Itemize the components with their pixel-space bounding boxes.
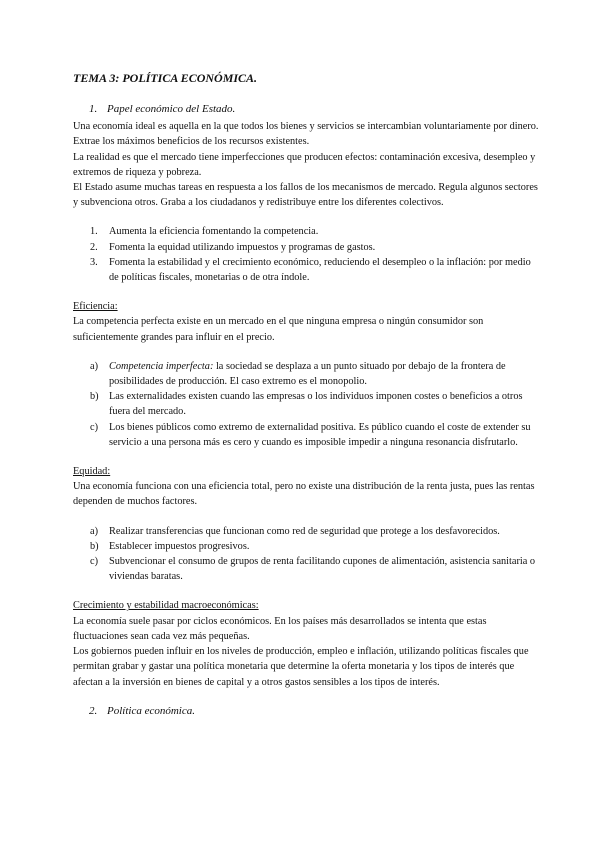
list-marker: 1. — [90, 226, 98, 238]
section-1-list — [73, 224, 540, 285]
section-1-title: Papel económico del Estado. — [107, 103, 236, 115]
list-marker: c) — [90, 556, 98, 568]
list-item-text: Fomenta la equidad utilizando impuestos y programas de gastos. — [109, 241, 376, 253]
section-2-heading — [73, 704, 540, 719]
list-item-term: Competencia imperfecta: — [109, 360, 214, 372]
list-marker: 2. — [90, 241, 98, 253]
list-item-text: Las externalidades existen cuando las empresas o los individuos imponen costes o beneficios a otros fuera del mercado. — [109, 391, 523, 418]
list-item — [73, 539, 540, 554]
list-marker: a) — [90, 525, 98, 537]
list-marker: c) — [90, 421, 98, 433]
list-item-text: la sociedad se desplaza a un punto situado por debajo de la frontera de posibilidades de producción. El caso extremo es el monopolio. — [109, 360, 506, 388]
paragraph: La competencia perfecta existe en un mercado en el que ninguna empresa o ningún consumidor son suficientemente grandes para influir en el precio. — [73, 316, 484, 343]
list-marker: b) — [90, 540, 99, 552]
list-item — [73, 389, 540, 419]
list-item-text: Fomenta la estabilidad y el crecimiento económico, reduciendo el desempleo o la inflación: por medio de políticas fiscales, monetarias o de otra índole. — [109, 256, 531, 284]
paragraph: El Estado asume muchas tareas en respuesta a los fallos de los mecanismos de mercado. Regula algunos sectores y subvenciona otros. Graba a los ciudadanos y redistribuye entre los diferentes colectivos. — [73, 182, 538, 209]
paragraph: Los gobiernos pueden influir en los niveles de producción, empleo e inflación, utilizando políticas fiscales que permitan grabar y gastar una política monetaria que determine la oferta monetaria y los tipos de interés que afectan a la inversión en bienes de capital y a otros gastos sensibles a los tipos de interés. — [73, 646, 529, 688]
section-1-number: 1. — [89, 103, 98, 115]
eficiencia-heading: Eficiencia: — [73, 301, 118, 313]
crecimiento-heading: Crecimiento y estabilidad macroeconómicas: — [73, 600, 259, 612]
equidad-heading: Equidad: — [73, 466, 111, 478]
list-item — [73, 359, 540, 389]
list-item — [73, 224, 540, 239]
paragraph: Una economía funciona con una eficiencia total, pero no existe una distribución de la renta justa, pues las rentas dependen de muchos factores. — [73, 481, 535, 508]
eficiencia-list — [73, 359, 540, 450]
list-item — [73, 554, 540, 584]
section-2-title: Política económica. — [107, 704, 195, 717]
paragraph: La economía suele pasar por ciclos económicos. En los países más desarrollados se intenta que estas fluctuaciones sean cada vez más pequeñas. — [73, 615, 487, 642]
list-item — [73, 255, 540, 285]
equidad-list — [73, 524, 540, 585]
section-2-number: 2. — [89, 704, 98, 717]
list-item-text: Subvencionar el consumo de grupos de renta facilitando cupones de alimentación, asistencia sanitaria o viviendas baratas. — [109, 556, 536, 583]
page-title: TEMA 3: POLÍTICA ECONÓMICA. — [73, 71, 258, 85]
paragraph: Una economía ideal es aquella en la que todos los bienes y servicios se intercambian voluntariamente por dinero. Extrae los máximos beneficios de los recursos existentes. — [73, 121, 539, 148]
list-item — [73, 524, 540, 539]
list-item-text: Aumenta la eficiencia fomentando la competencia. — [109, 226, 319, 238]
list-item — [73, 420, 540, 450]
list-item-text: Establecer impuestos progresivos. — [109, 540, 250, 552]
section-1-heading — [73, 102, 540, 117]
list-item-text: Los bienes públicos como extremo de externalidad positiva. Es público cuando el coste de extender su servicio a una persona más es cero y cuando es imposible impedir a ninguna resonancia disfrutarlo. — [109, 421, 531, 448]
list-marker: 3. — [90, 256, 98, 268]
paragraph: La realidad es que el mercado tiene imperfecciones que producen efectos: contaminación excesiva, desempleo y extremos de riqueza y pobreza. — [73, 151, 536, 178]
list-marker: a) — [90, 360, 98, 372]
list-item — [73, 240, 540, 255]
list-marker: b) — [90, 391, 99, 403]
list-item-text: Realizar transferencias que funcionan como red de seguridad que protege a los desfavorecidos. — [109, 525, 500, 537]
